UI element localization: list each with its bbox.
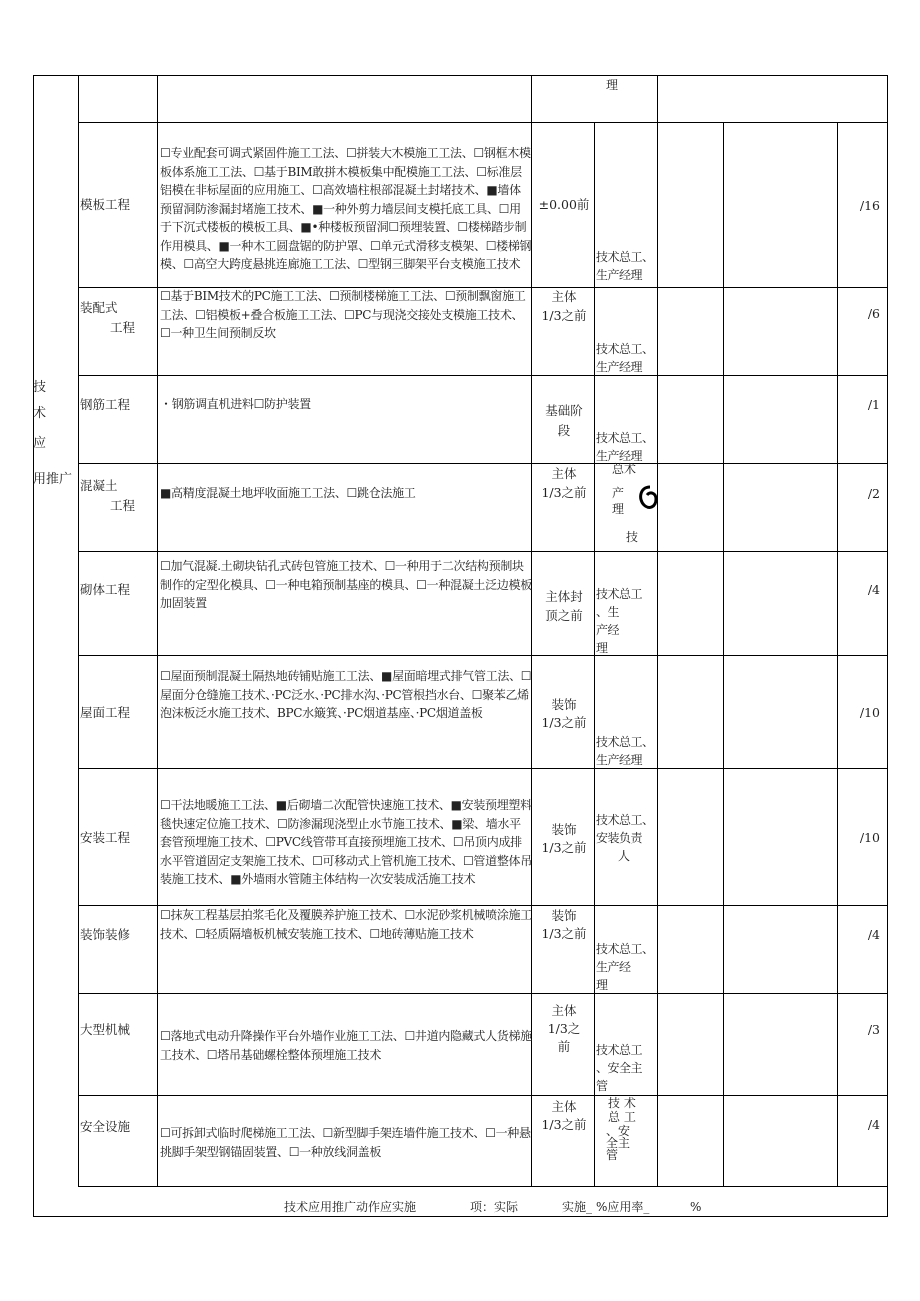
row-count: /6 bbox=[867, 306, 880, 321]
row-description: ・钢筋调直机进料☐防护装置 bbox=[160, 397, 311, 411]
row-responsible: 全主 bbox=[606, 1136, 631, 1150]
row-stage: 主体 bbox=[551, 289, 577, 304]
row-description: ■高精度混凝土地坪收面施工工法、☐跳仓法施工 bbox=[160, 486, 416, 500]
row-stage: 主体 bbox=[551, 1003, 577, 1018]
row-stage: 装饰 bbox=[551, 822, 577, 837]
side-label-line: 术 bbox=[33, 406, 47, 421]
row-responsible: 技术总工、生产经理 bbox=[596, 735, 654, 767]
table-top-border bbox=[33, 75, 888, 76]
row-category: 安装工程 bbox=[80, 830, 131, 845]
row-category: 装配式 bbox=[80, 300, 118, 315]
column-divider bbox=[78, 75, 79, 1186]
row-responsible: 技术总工、生产经理 bbox=[596, 342, 654, 374]
row-divider bbox=[78, 375, 888, 376]
row-responsible: 技术总工、生产经理 bbox=[596, 250, 654, 282]
row-stage: 1/3之前 bbox=[541, 926, 587, 941]
row-category: 混凝土 bbox=[80, 478, 118, 493]
row-stage: 1/3之前 bbox=[541, 840, 587, 855]
row-category: 装饰装修 bbox=[80, 927, 131, 942]
row-stage: 1/3之前 bbox=[541, 715, 587, 730]
row-responsible: 生产经 bbox=[596, 960, 631, 974]
row-divider bbox=[78, 122, 888, 123]
row-count: /1 bbox=[867, 397, 880, 412]
side-label-line: 应 bbox=[33, 436, 47, 451]
row-category: 砌体工程 bbox=[80, 582, 131, 597]
row-description: ☐屋面预制混凝土隔热地砖铺贴施工工法、■屋面暗埋式排气管工法、☐屋面分仓缝施工技术、·PC泛水、·PC排水沟、·PC管根挡水台、☐聚苯乙烯泡沫板泛水施工技术、BPC水簸箕、·PC烟道基座、·PC烟道盖板 bbox=[160, 669, 532, 720]
row-stage: ±0.00前 bbox=[538, 197, 590, 212]
scribble-mark bbox=[636, 483, 658, 513]
row-divider bbox=[78, 551, 888, 552]
row-responsible: 技 术 bbox=[608, 1096, 636, 1110]
row-divider bbox=[78, 768, 888, 769]
table-right-border bbox=[887, 75, 888, 1217]
row-stage: 1/3之前 bbox=[541, 1117, 587, 1132]
row-stage: 基础阶 bbox=[545, 403, 583, 418]
row-stage: 主体 bbox=[551, 1099, 577, 1114]
row-responsible: 产经 bbox=[596, 623, 620, 637]
footer-text: 技术应用推广动作应实施 bbox=[284, 1200, 417, 1214]
row-responsible: 、安全主 bbox=[596, 1061, 643, 1075]
row-category: 屋面工程 bbox=[80, 705, 131, 720]
row-stage: 1/3之 bbox=[547, 1021, 581, 1036]
row-category: 工程 bbox=[110, 498, 136, 513]
row-responsible: 产 bbox=[612, 486, 625, 500]
row-responsible: 理 bbox=[596, 978, 608, 992]
row-responsible: 人 bbox=[618, 849, 630, 863]
side-label-line: 用推广 bbox=[33, 472, 73, 487]
table-bottom-border bbox=[33, 1216, 888, 1217]
row-category: 大型机械 bbox=[80, 1022, 131, 1037]
footer-text: % bbox=[690, 1200, 702, 1214]
row-count: /4 bbox=[867, 582, 880, 597]
row-category: 钢筋工程 bbox=[80, 397, 131, 412]
row-responsible: 理 bbox=[596, 641, 608, 655]
row-description: ☐抹灰工程基层拍浆毛化及覆膜养护施工技术、☐水泥砂浆机械喷涂施工技术、☐轻质隔墙板机械安装施工技术、☐地砖薄贴施工技术 bbox=[160, 908, 532, 941]
row-count: /10 bbox=[859, 830, 880, 845]
row-count: /16 bbox=[859, 198, 880, 213]
row-stage: 前 bbox=[557, 1039, 571, 1054]
row-divider bbox=[78, 1186, 888, 1187]
column-divider bbox=[594, 122, 595, 1186]
row-responsible: 技术总工、生产经理 bbox=[596, 431, 654, 463]
row-description: ☐落地式电动升降操作平台外墙作业施工工法、☐井道内隐藏式人货梯施工技术、☐塔吊基础螺栓整体预埋施工技术 bbox=[160, 1029, 532, 1062]
row-responsible: 技术总工、 bbox=[596, 813, 654, 827]
row-count: /2 bbox=[867, 486, 880, 501]
row-responsible: 、安 bbox=[606, 1124, 631, 1138]
row-responsible: 、生 bbox=[596, 605, 620, 619]
row-category: 模板工程 bbox=[80, 197, 131, 212]
row-responsible: 技 bbox=[626, 530, 639, 544]
row-responsible: 技术总工 bbox=[596, 1043, 643, 1057]
row-divider bbox=[78, 463, 888, 464]
row-responsible: 总 工 bbox=[608, 1110, 636, 1124]
row-responsible: 技术总工、 bbox=[596, 942, 654, 956]
row-stage: 1/3之前 bbox=[541, 485, 587, 500]
column-divider bbox=[837, 122, 838, 1186]
row-divider bbox=[78, 993, 888, 994]
table-left-border bbox=[33, 75, 34, 1217]
row-responsible: 技术总工 bbox=[596, 587, 643, 601]
top-row-cell-text: 理 bbox=[606, 78, 619, 92]
row-count: /4 bbox=[867, 927, 880, 942]
row-stage: 顶之前 bbox=[545, 608, 583, 623]
column-divider bbox=[723, 122, 724, 1186]
row-divider bbox=[78, 655, 888, 656]
footer-text: %应用率_ bbox=[596, 1200, 650, 1214]
row-stage: 1/3之前 bbox=[541, 308, 587, 323]
row-responsible: 安装负责 bbox=[596, 831, 643, 845]
row-description: ☐加气混凝.土砌块钻孔式砖包管施工技术、☐一种用于二次结构预制块制作的定型化模具、☐一种电箱预制基座的模具、☐一种混凝土泛边模板加固装置 bbox=[160, 559, 532, 610]
row-category: 安全设施 bbox=[80, 1119, 131, 1134]
footer-text: 项：实际 bbox=[470, 1200, 519, 1214]
row-stage: 装饰 bbox=[551, 697, 577, 712]
column-divider bbox=[157, 75, 158, 1186]
row-responsible: 管 bbox=[606, 1148, 619, 1162]
row-divider bbox=[78, 1095, 888, 1096]
row-stage: 装饰 bbox=[551, 908, 577, 923]
row-responsible: 理 bbox=[612, 502, 625, 516]
row-description: ☐基于BIM技术的PC施工工法、☐预制楼梯施工工法、☐预制飘窗施工工法、☐铝模板+叠合板施工工法、☐PC与现浇交接处支模施工技术、☐一种卫生间预制反坎 bbox=[160, 289, 526, 340]
row-count: /10 bbox=[859, 705, 880, 720]
row-description: ☐干法地暖施工工法、■后砌墙二次配管快速施工技术、■安装预埋塑料毯快速定位施工技术、☐防渗漏现浇型止水节施工技术、■梁、墙水平套管预埋施工技术、☐PVC线管带耳直接预埋施工技术、☐吊顶内成排水平管道固定支架施工技术、☐可移动式上管机施工技术、☐管道整体吊装施工技术、■外墙雨水管随主体结构一次安装成活施工技术 bbox=[160, 798, 532, 886]
row-stage: 主体 bbox=[551, 466, 577, 481]
row-description: ☐可拆卸式临时爬梯施工工法、☐新型脚手架连墙件施工技术、☐一种悬挑脚手架型钢锚固装置、☐一种放线洞盖板 bbox=[160, 1126, 531, 1159]
row-stage: 主体封 bbox=[545, 589, 583, 604]
row-count: /3 bbox=[867, 1022, 880, 1037]
row-responsible: 管 bbox=[596, 1079, 608, 1093]
row-category: 工程 bbox=[110, 320, 136, 335]
row-count: /4 bbox=[867, 1117, 880, 1132]
row-responsible: 总术 bbox=[612, 462, 637, 476]
side-label-line: 技 bbox=[33, 380, 47, 395]
row-description: ☐专业配套可调式紧固件施工工法、☐拼装大木模施工工法、☐钢框木模板体系施工工法、☐基于BIM敢拼木模板集中配模施工工法、☐标准层铝模在非标屋面的应用施工、☐高效墙柱根部混凝土封堵技术、■墙体预留洞防渗漏封堵施工技术、■一种外剪力墙层间支模托底工具、☐用于下沉式楼板的模板工具、■•种楼板预留洞☐预埋装置、☐楼梯踏步制作用模具、■一种木工圆盘锯的防护罩、☐单元式滑移支模架、☐楼梯钢模、☐高空大跨度悬挑连廊施工工法、☐型钢三脚架平台支模施工技术 bbox=[160, 146, 532, 271]
row-stage: 段 bbox=[557, 423, 571, 438]
footer-text: 实施_ bbox=[562, 1200, 593, 1214]
